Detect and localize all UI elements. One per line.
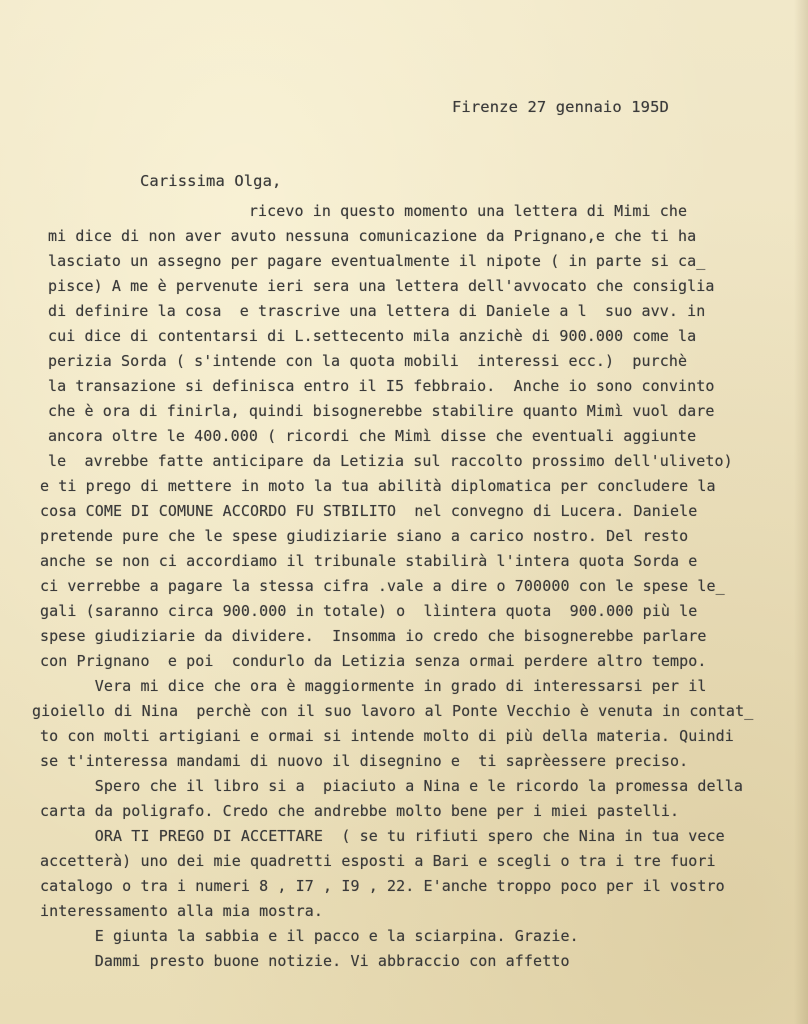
letter-date: Firenze 27 gennaio 195D — [452, 98, 669, 116]
letter-line: Spero che il libro si a piaciuto a Nina e le ricordo la promessa della — [40, 777, 744, 795]
letter-line: di definire la cosa e trascrive una lettera di Daniele a l suo avv. in — [48, 302, 706, 320]
letter-line: ci verrebbe a pagare la stessa cifra .vale a dire o 700000 con le spese le_ — [40, 577, 725, 595]
letter-line: gali (saranno circa 900.000 in totale) o lìintera quota 900.000 più le — [40, 602, 698, 620]
letter-line: mi dice di non aver avuto nessuna comunicazione da Prignano,e che ti ha — [48, 227, 697, 245]
letter-line: lasciato un assegno per pagare eventualmente il nipote ( in parte si ca_ — [48, 252, 706, 270]
letter-line: se t'interessa mandami di nuovo il disegnino e ti saprèessere preciso. — [40, 752, 689, 770]
page-edge-shadow — [794, 0, 808, 1024]
letter-line: la transazione si definisca entro il I5 febbraio. Anche io sono convinto — [48, 377, 715, 395]
letter-line: Dammi presto buone notizie. Vi abbraccio con affetto — [40, 952, 570, 970]
letter-line: le avrebbe fatte anticipare da Letizia sul raccolto prossimo dell'uliveto) — [48, 452, 733, 470]
letter-line: ricevo in questo momento una lettera di Mimi che — [48, 202, 688, 220]
letter-line: pretende pure che le spese giudiziarie siano a carico nostro. Del resto — [40, 527, 689, 545]
letter-line: accetterà) uno dei mie quadretti esposti a Bari e scegli o tra i tre fuori — [40, 852, 716, 870]
letter-line: perizia Sorda ( s'intende con la quota mobili interessi ecc.) purchè — [48, 352, 688, 370]
letter-line: Vera mi dice che ora è maggiormente in grado di interessarsi per il — [40, 677, 707, 695]
letter-line: spese giudiziarie da dividere. Insomma io credo che bisognerebbe parlare — [40, 627, 707, 645]
letter-line: con Prignano e poi condurlo da Letizia senza ormai perdere altro tempo. — [40, 652, 707, 670]
letter-line: carta da poligrafo. Credo che andrebbe molto bene per i miei pastelli. — [40, 802, 680, 820]
letter-line: interessamento alla mia mostra. — [40, 902, 324, 920]
letter-line: cui dice di contentarsi di L.settecento mila anzichè di 900.000 come la — [48, 327, 697, 345]
letter-salutation: Carissima Olga, — [140, 172, 282, 190]
letter-line: che è ora di finirla, quindi bisognerebbe stabilire quanto Mimì vuol dare — [48, 402, 715, 420]
letter-line: gioiello di Nina perchè con il suo lavoro al Ponte Vecchio è venuta in contat_ — [32, 702, 754, 720]
letter-line: e ti prego di mettere in moto la tua abilità diplomatica per concludere la — [40, 477, 716, 495]
letter-line: pisce) A me è pervenute ieri sera una lettera dell'avvocato che consiglia — [48, 277, 715, 295]
letter-line: anche se non ci accordiamo il tribunale stabilirà l'intera quota Sorda e — [40, 552, 698, 570]
letter-line: cosa COME DI COMUNE ACCORDO FU STBILITO nel convegno di Lucera. Daniele — [40, 502, 698, 520]
letter-line: E giunta la sabbia e il pacco e la sciarpina. Grazie. — [40, 927, 579, 945]
letter-line: ancora oltre le 400.000 ( ricordi che Mimì disse che eventuali aggiunte — [48, 427, 697, 445]
letter-line: ORA TI PREGO DI ACCETTARE ( se tu rifiuti spero che Nina in tua vece — [40, 827, 725, 845]
letter-line: to con molti artigiani e ormai si intende molto di più della materia. Quindi — [40, 727, 734, 745]
letter-line: catalogo o tra i numeri 8 , I7 , I9 , 22. E'anche troppo poco per il vostro — [40, 877, 725, 895]
